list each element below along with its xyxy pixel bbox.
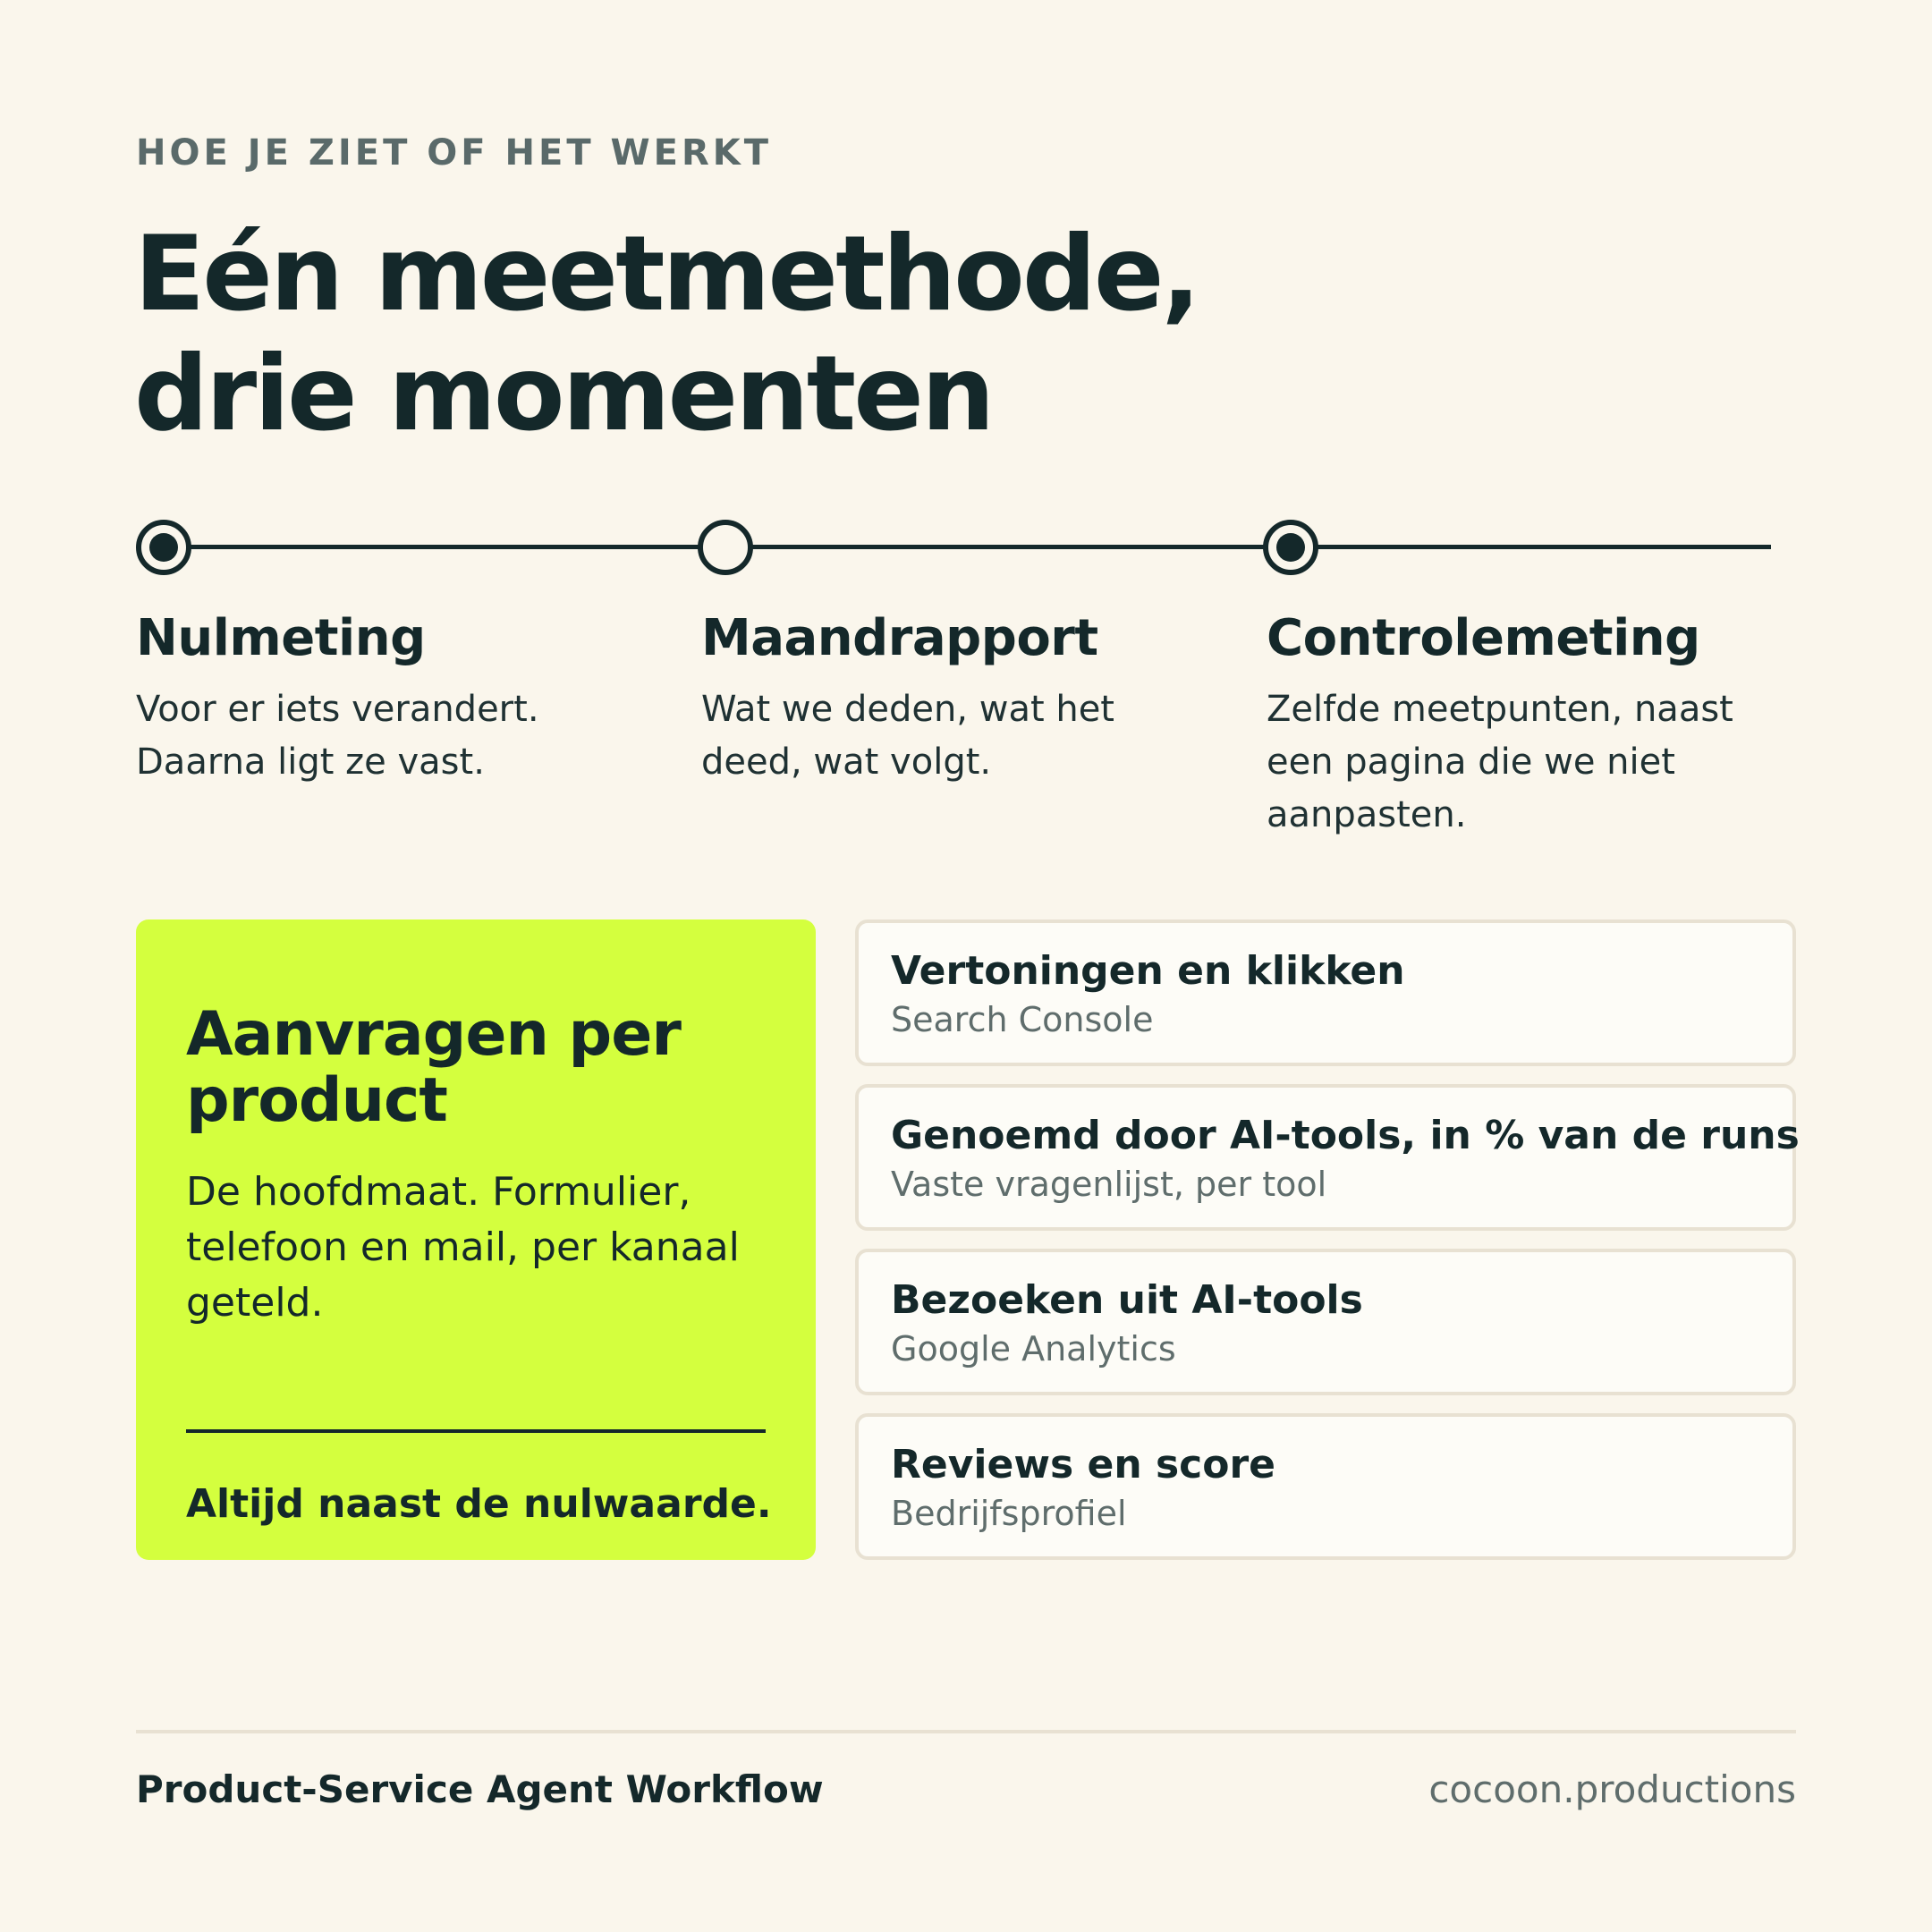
footer-divider <box>136 1730 1796 1733</box>
metric-card <box>855 1413 1796 1560</box>
metric-source: Search Console <box>891 1000 1154 1039</box>
page-title-line-1: Eén meetmethode, <box>134 214 1199 335</box>
timeline-step-maandrapport <box>701 606 1220 789</box>
metric-source: Vaste vragenlijst, per tool <box>891 1165 1327 1204</box>
page-title <box>134 215 1199 454</box>
timeline-step-title: Controlemeting <box>1267 609 1700 667</box>
footer-website: cocoon.productions <box>1428 1767 1796 1811</box>
page-title-line-2: drie momenten <box>134 334 993 454</box>
highlight-description: De hoofdmaat. Formulier, telefoon en mail, per kanaal geteld. <box>186 1169 740 1326</box>
timeline-marker-open-icon <box>698 520 753 575</box>
timeline-line <box>163 545 1771 549</box>
timeline-step-title: Maandrapport <box>701 609 1098 667</box>
metric-title: Bezoeken uit AI-tools <box>891 1277 1363 1323</box>
metric-card <box>855 919 1796 1066</box>
highlight-title: Aanvragen per product <box>186 999 681 1136</box>
metric-title: Genoemd door AI-tools, in % van de runs <box>891 1113 1800 1158</box>
timeline-step-description: Zelfde meetpunten, naast een pagina die we niet aanpasten. <box>1267 689 1733 835</box>
timeline-marker-filled-icon <box>1263 520 1318 575</box>
timeline-step-description: Voor er iets verandert. Daarna ligt ze vast. <box>136 689 539 783</box>
metric-source: Bedrijfsprofiel <box>891 1494 1127 1533</box>
timeline-step-nulmeting <box>136 606 655 789</box>
timeline-marker-filled-icon <box>136 520 191 575</box>
timeline-step-description: Wat we deden, wat het deed, wat volgt. <box>701 689 1114 783</box>
highlight-card <box>136 919 816 1560</box>
metric-card <box>855 1084 1800 1231</box>
footer-project-name: Product-Service Agent Workflow <box>136 1767 824 1811</box>
metric-title: Reviews en score <box>891 1442 1276 1487</box>
highlight-divider <box>186 1429 766 1433</box>
metric-title: Vertoningen en klikken <box>891 948 1405 994</box>
highlight-footer: Altijd naast de nulwaarde. <box>186 1481 772 1527</box>
eyebrow-label: HOE JE ZIET OF HET WERKT <box>136 132 773 174</box>
timeline-step-title: Nulmeting <box>136 609 426 667</box>
metric-source: Google Analytics <box>891 1329 1176 1368</box>
timeline-step-controlemeting <box>1267 606 1785 842</box>
metric-card <box>855 1249 1796 1395</box>
